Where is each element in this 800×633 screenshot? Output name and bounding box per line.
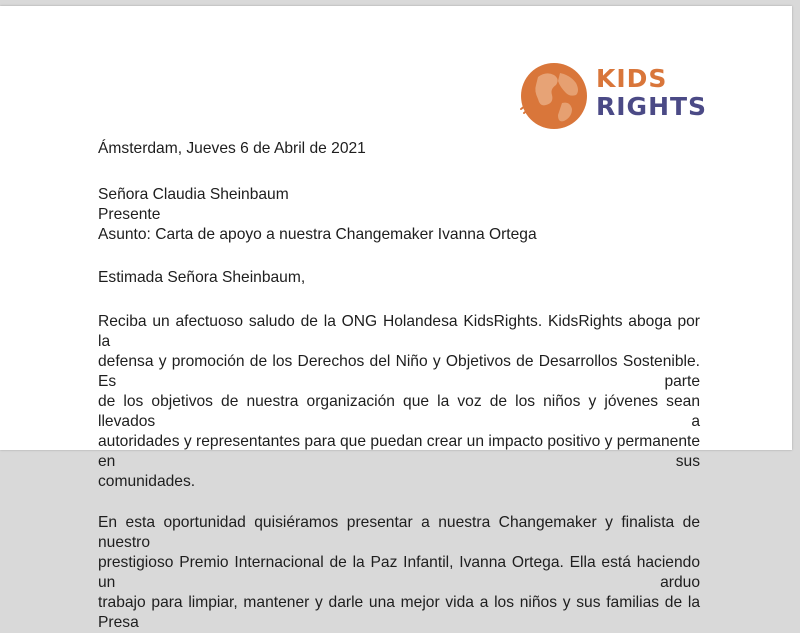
paragraph-line: de los objetivos de nuestra organización que la voz de los niños y jóvenes sean llevados a: [98, 393, 700, 430]
paragraph-presentation: [98, 513, 700, 633]
paragraph-line: defensa y promoción de los Derechos del Niño y Objetivos de Desarrollos Sostenible. Es parte: [98, 353, 700, 390]
presente-line: Presente: [98, 206, 161, 223]
recipient-name: Señora Claudia Sheinbaum: [98, 186, 289, 203]
greeting-line: Estimada Señora Sheinbaum,: [98, 269, 306, 286]
letter-page: [0, 6, 792, 631]
letter-body: [98, 139, 700, 633]
date-line: Ámsterdam, Jueves 6 de Abril de 2021: [98, 140, 366, 157]
logo-kids-text: KIDS: [596, 64, 668, 93]
paragraph-line: comunidades.: [98, 473, 196, 490]
paragraph-line: prestigioso Premio Internacional de la Paz Infantil, Ivanna Ortega. Ella está haciendo un arduo: [98, 554, 700, 591]
logo-rights-text: RIGHTS: [596, 92, 708, 121]
subject-line: Asunto: Carta de apoyo a nuestra Changemaker Ivanna Ortega: [98, 226, 537, 243]
paragraph-line: Reciba un afectuoso saludo de la ONG Holandesa KidsRights. KidsRights aboga por la: [98, 313, 700, 350]
paragraph-line: trabajo para limpiar, mantener y darle una mejor vida a los niños y sus familias de la Presa: [98, 594, 700, 631]
globe-icon: [516, 61, 588, 131]
paragraph-line: En esta oportunidad quisiéramos presentar a nuestra Changemaker y finalista de nuestro: [98, 514, 700, 551]
paragraph-intro: [98, 312, 700, 492]
kidsrights-logo: [516, 61, 706, 131]
paragraph-line: autoridades y representantes para que puedan crear un impacto positivo y permanente en sus: [98, 433, 700, 470]
